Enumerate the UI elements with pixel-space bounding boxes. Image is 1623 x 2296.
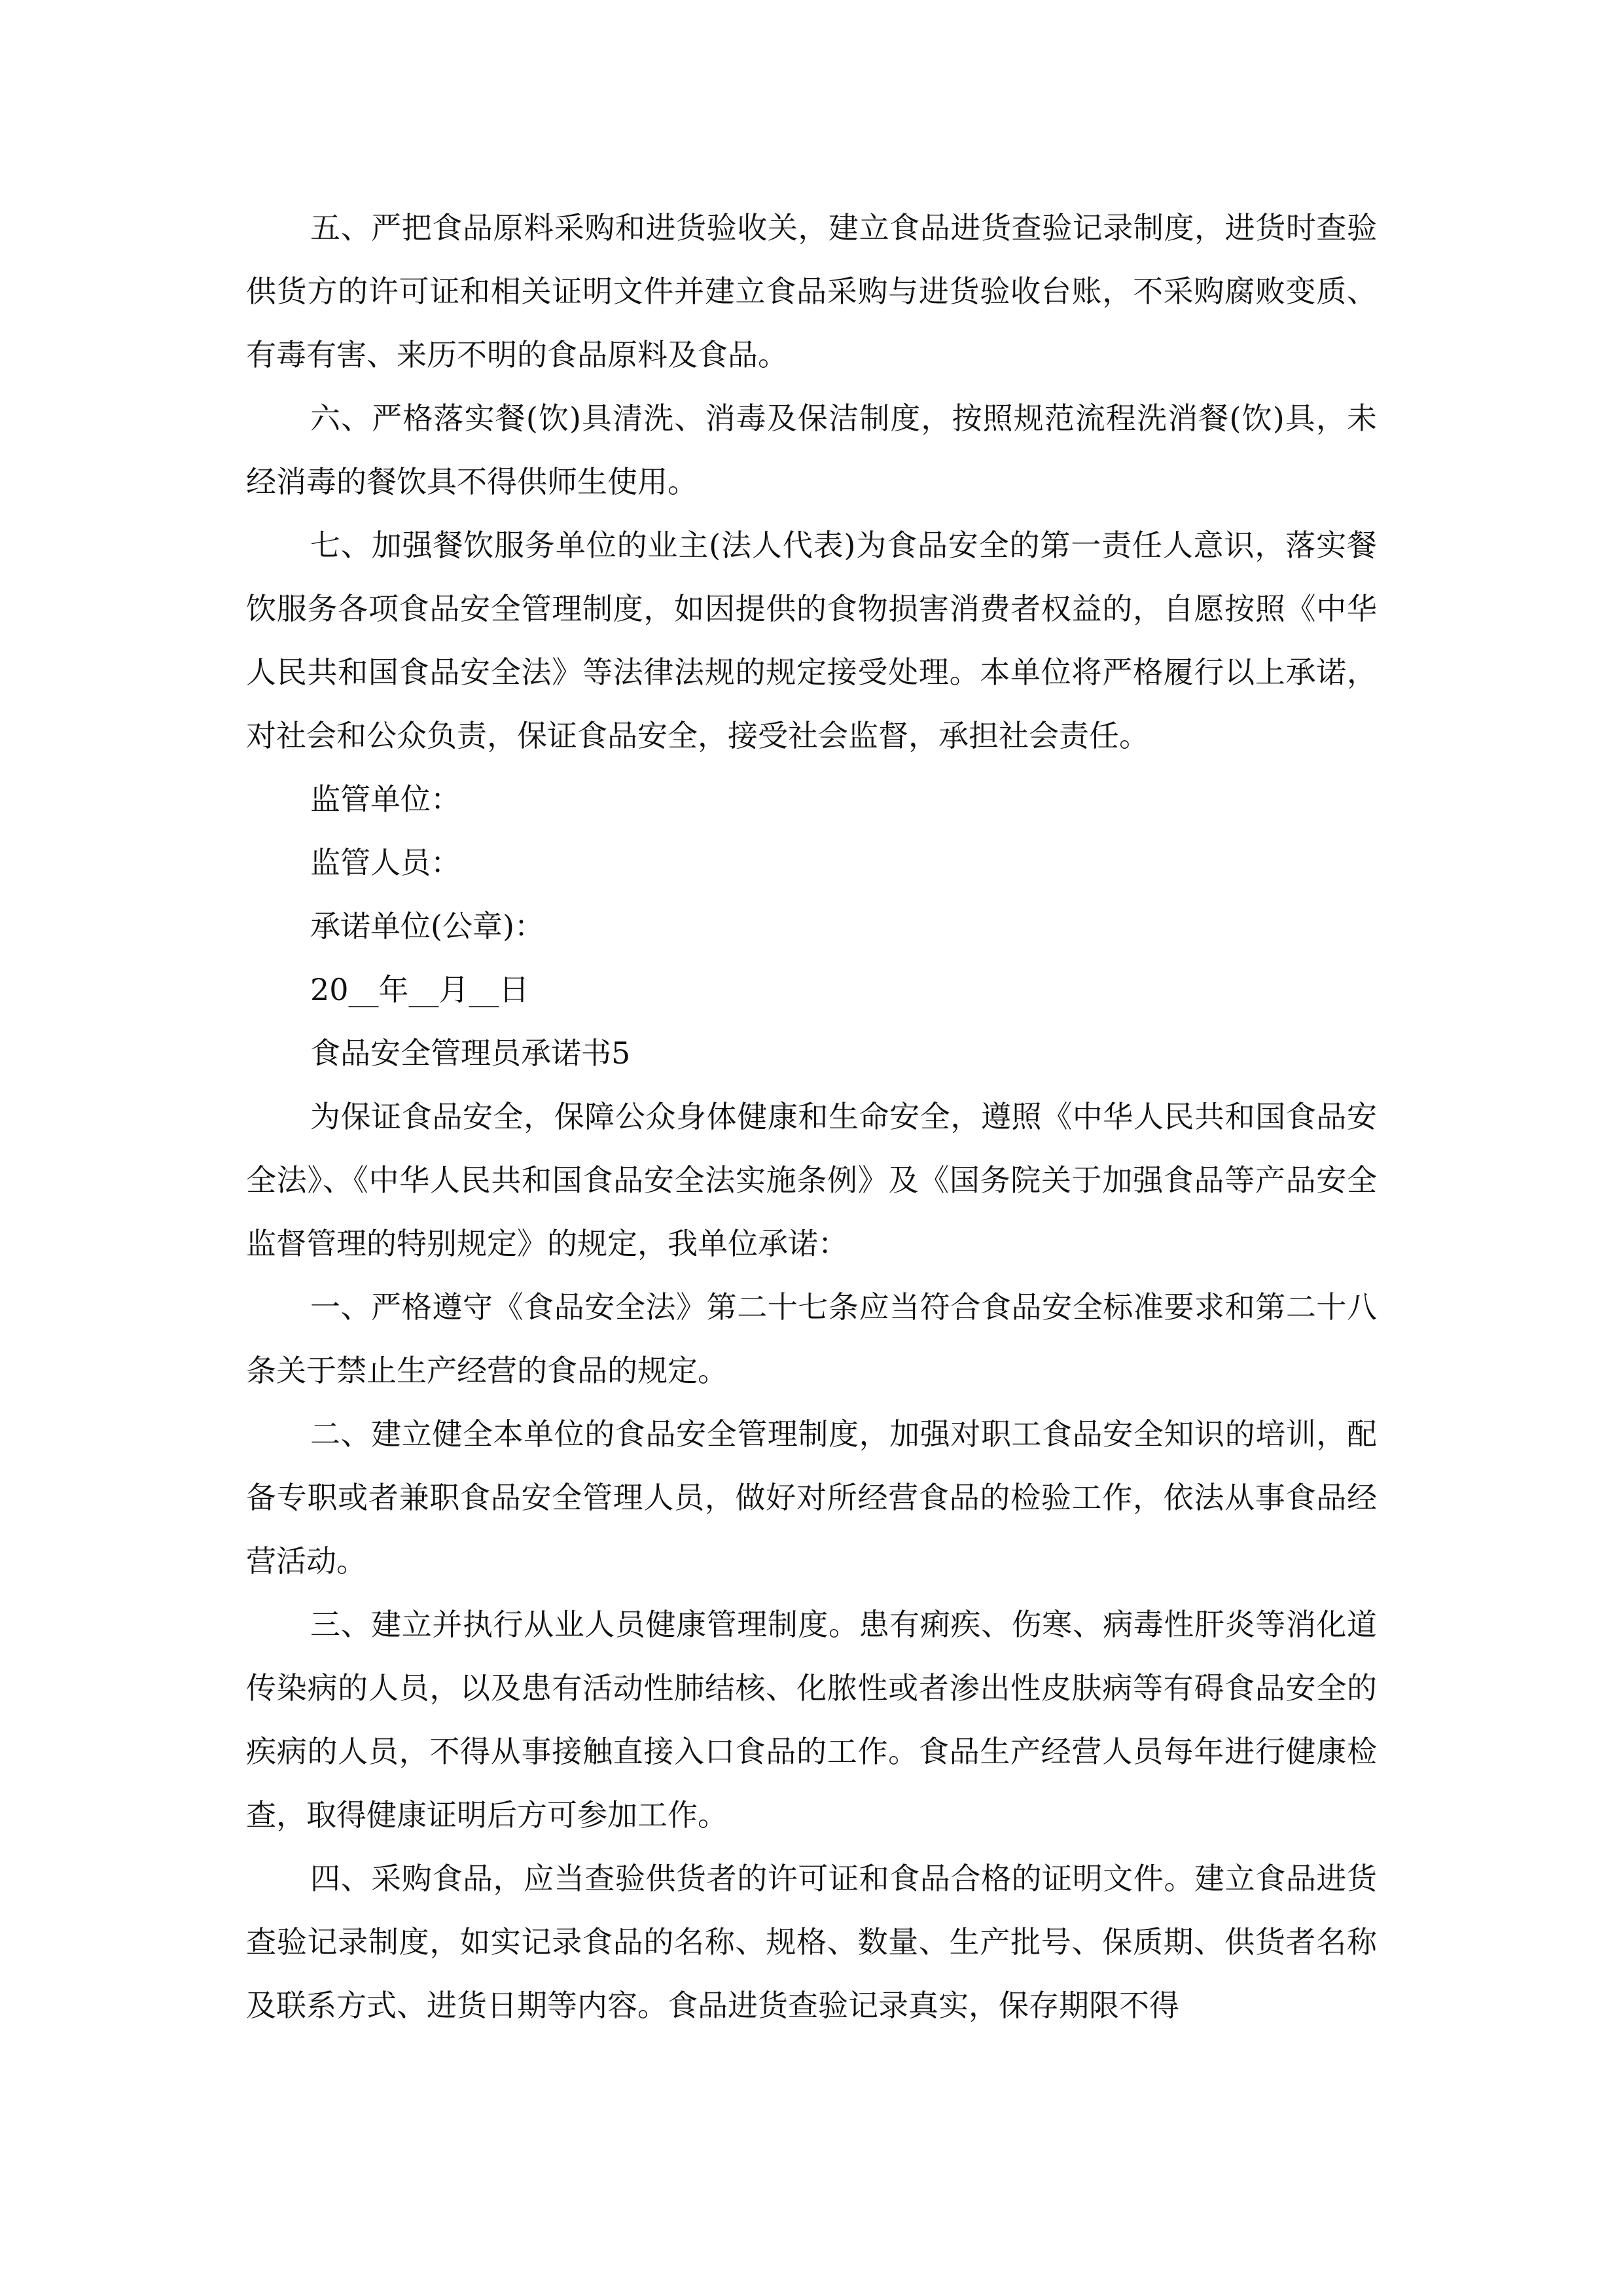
paragraph-item-5: 五、严把食品原料采购和进货验收关，建立食品进货查验记录制度，进货时查验供货方的许可证和相关证明文件并建立食品采购与进货验收台账，不采购腐败变质、有毒有害、来历不明的食品原料及食品。 [246,210,1377,372]
paragraph-item-6: 六、严格落实餐(饮)具清洗、消毒及保洁制度，按照规范流程洗消餐(饮)具，未经消毒的餐饮具不得供师生使用。 [246,401,1377,499]
paragraph-item-1: 一、严格遵守《食品安全法》第二十七条应当符合食品安全标准要求和第二十八条关于禁止生产经营的食品的规定。 [246,1289,1377,1388]
promising-unit-line: 承诺单位(公章)： [310,908,544,944]
intro-paragraph: 为保证食品安全，保障公众身体健康和生命安全，遵照《中华人民共和国食品安全法》、《中华人民共和国食品安全法实施条例》及《国务院关于加强食品等产品安全监督管理的特别规定》的规定，我单位承诺： [246,1099,1377,1261]
date-line: 20__年__月__日 [310,972,529,1007]
paragraph-item-7: 七、加强餐饮服务单位的业主(法人代表)为食品安全的第一责任人意识，落实餐饮服务各项食品安全管理制度，如因提供的食物损害消费者权益的，自愿按照《中华人民共和国食品安全法》等法律法规的规定接受处理。本单位将严格履行以上承诺，对社会和公众负责，保证食品安全，接受社会监督，承担社会责任。 [246,528,1377,753]
paragraph-item-4: 四、采购食品，应当查验供货者的许可证和食品合格的证明文件。建立食品进货查验记录制度，如实记录食品的名称、规格、数量、生产批号、保质期、供货者名称及联系方式、进货日期等内容。食品进货查验记录真实，保存期限不得 [246,1861,1377,2023]
paragraph-item-3: 三、建立并执行从业人员健康管理制度。患有痢疾、伤寒、病毒性肝炎等消化道传染病的人员，以及患有活动性肺结核、化脓性或者渗出性皮肤病等有碍食品安全的疾病的人员，不得从事接触直接入口食品的工作。食品生产经营人员每年进行健康检查，取得健康证明后方可参加工作。 [246,1607,1377,1833]
supervising-unit-line: 监管单位： [310,781,461,817]
supervising-person-line: 监管人员： [310,845,461,880]
paragraph-item-2: 二、建立健全本单位的食品安全管理制度，加强对职工食品安全知识的培训，配备专职或者兼职食品安全管理人员，做好对所经营食品的检验工作，依法从事食品经营活动。 [246,1416,1377,1579]
document-page [246,196,1377,2037]
section-title: 食品安全管理员承诺书5 [310,1035,631,1071]
